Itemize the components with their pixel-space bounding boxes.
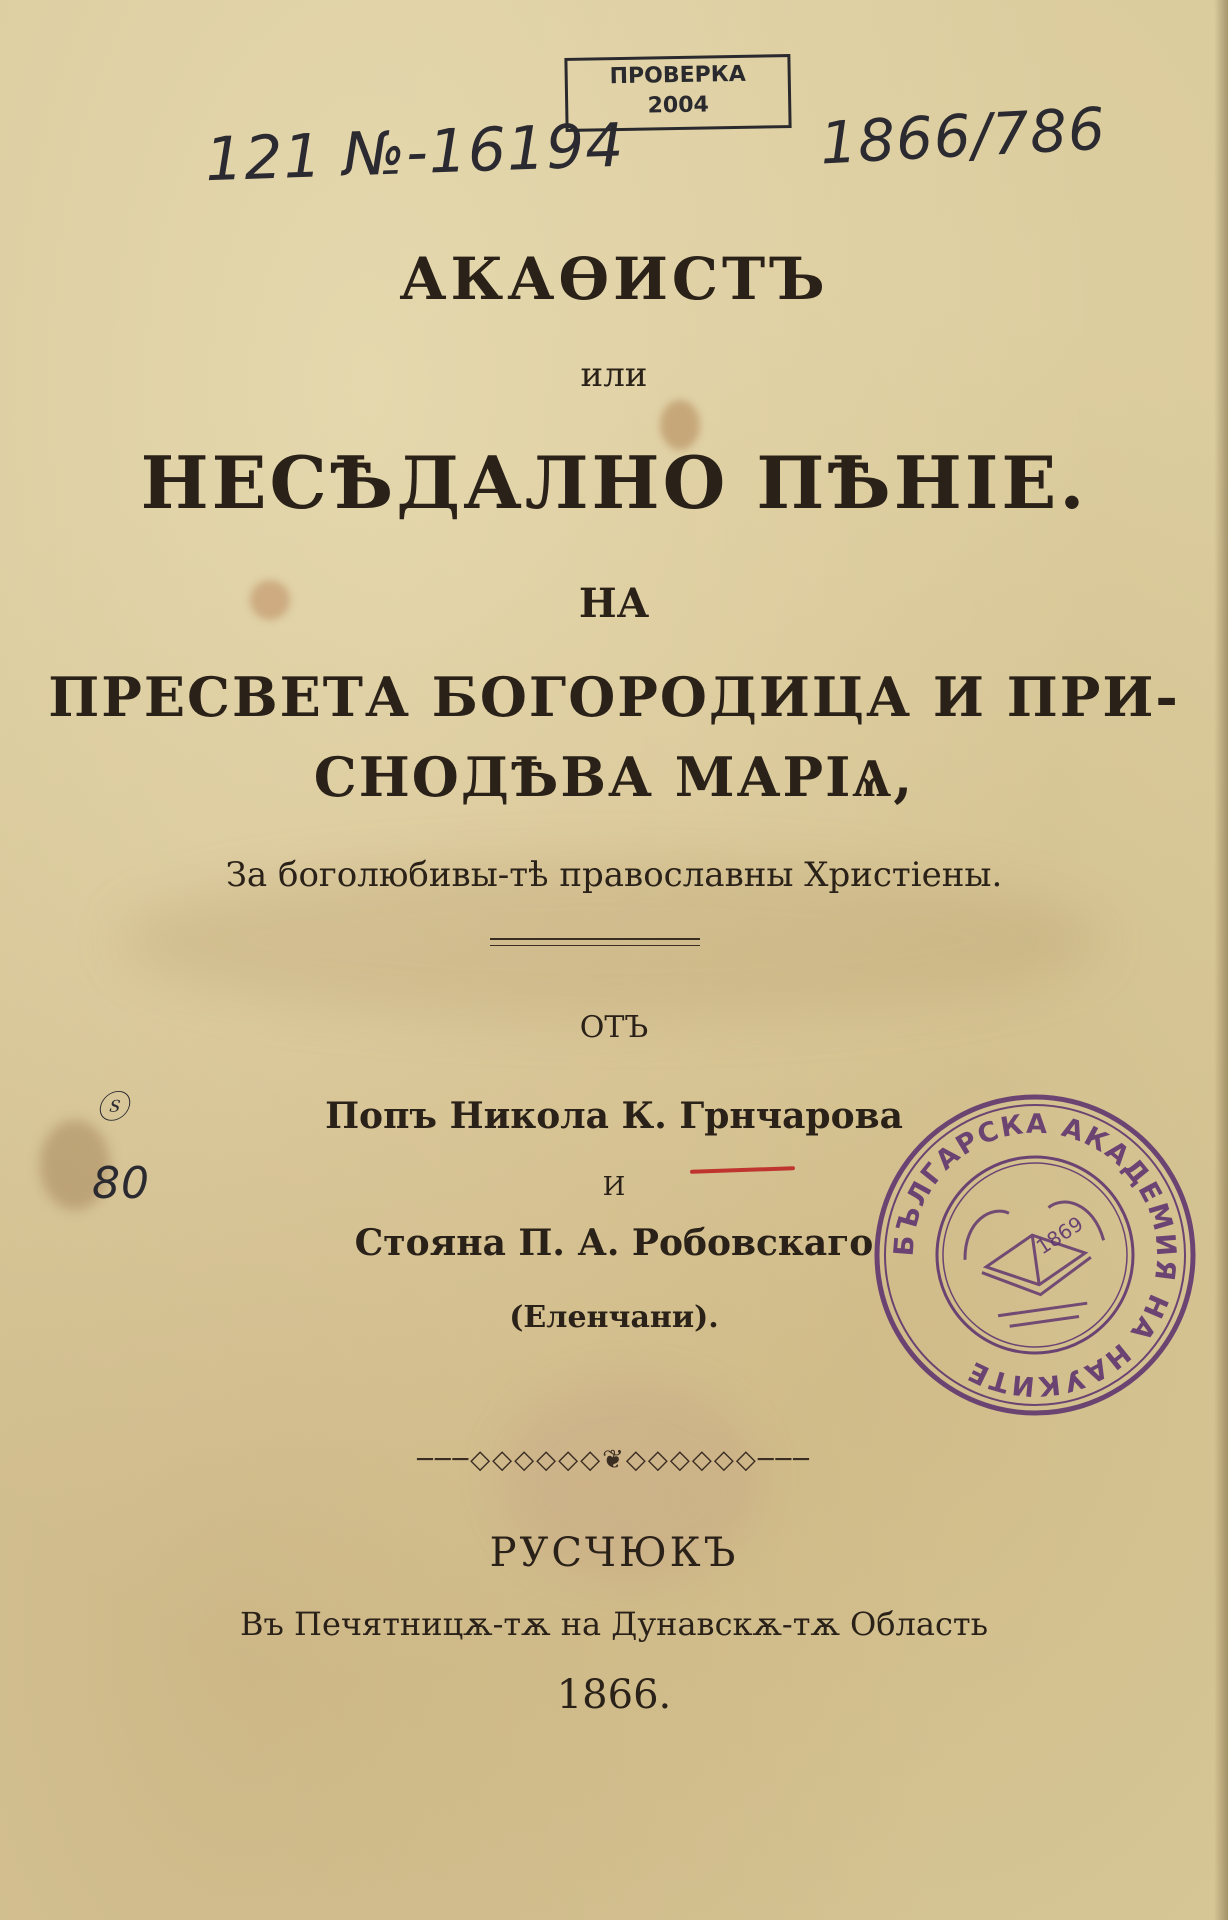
verification-stamp bbox=[564, 54, 791, 132]
seal-text-path: БЪЛГАРСКА АКАДЕМИЯ НА НАУКИТЕ bbox=[888, 1108, 1182, 1402]
audience-line: За боголюбивы-тѣ православны Христіены. bbox=[225, 855, 1003, 895]
verification-stamp-label: ПРОВЕРКА bbox=[609, 61, 746, 90]
handwritten-inventory-number: 121 №-16194 bbox=[203, 110, 626, 196]
handwritten-margin-number: 80 bbox=[92, 1158, 150, 1209]
author-1: Попъ Никола К. Грнчарова bbox=[325, 1095, 903, 1137]
page-edge-shadow bbox=[1214, 0, 1228, 1920]
academy-seal-stamp bbox=[849, 1069, 1222, 1442]
title-preposition: НА bbox=[578, 580, 650, 627]
imprint-press: Въ Печятницѫ-тѫ на Дунавскѫ-тѫ Область bbox=[239, 1605, 988, 1643]
seal-book-year: 1869 bbox=[1031, 1211, 1088, 1260]
title-conjunction: или bbox=[580, 355, 648, 395]
ornament-divider: ───◇◇◇◇◇◇❦◇◇◇◇◇◇─── bbox=[417, 1445, 811, 1475]
imprint-city: РУСЧЮКЪ bbox=[489, 1530, 739, 1576]
authors-and: И bbox=[602, 1172, 626, 1202]
title-dedication-line-2: СНОДѢВА МАРІѦ, bbox=[313, 745, 915, 809]
title-akathist: АКАѲИСТЪ bbox=[399, 245, 829, 313]
authors-origin: (Еленчани). bbox=[509, 1300, 719, 1335]
divider-rule bbox=[490, 938, 700, 946]
authors-by: ОТЪ bbox=[579, 1010, 649, 1045]
verification-stamp-year: 2004 bbox=[647, 92, 710, 119]
handwritten-catalog-number: 1866/786 bbox=[818, 94, 1108, 178]
title-dedication-line-1: ПРЕСВЕТА БОГОРОДИЦА И ПРИ- bbox=[48, 665, 1180, 729]
imprint-year: 1866. bbox=[556, 1672, 672, 1718]
handwritten-margin-mark: ⓢ bbox=[96, 1088, 130, 1126]
author-2: Стояна П. А. Робовскаго bbox=[354, 1222, 874, 1264]
title-hymn: НЕСѢДАЛНО ПѢНІЕ. bbox=[140, 440, 1088, 525]
